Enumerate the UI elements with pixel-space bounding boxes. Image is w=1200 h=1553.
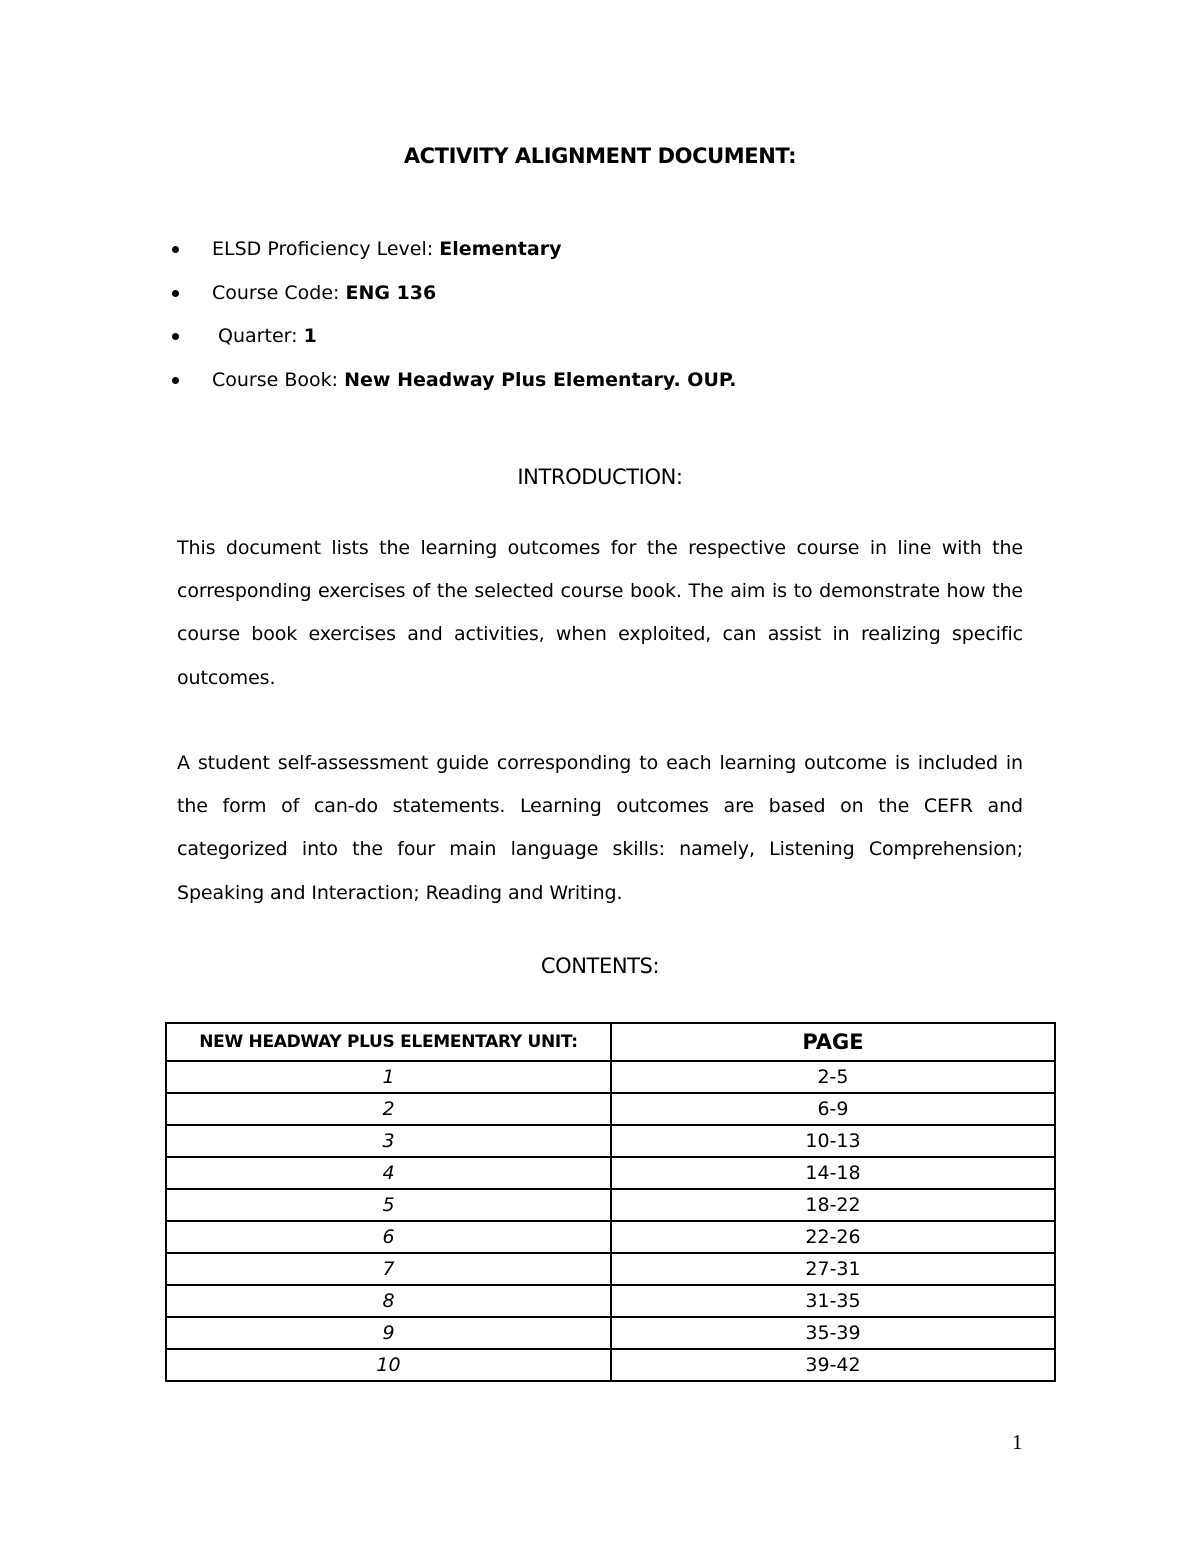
page-cell: 39-42 — [611, 1349, 1055, 1381]
page-cell: 10-13 — [611, 1125, 1055, 1157]
table-row — [166, 1157, 1055, 1189]
table-row — [166, 1285, 1055, 1317]
page-cell: 27-31 — [611, 1253, 1055, 1285]
bullet-icon — [172, 246, 179, 253]
introduction-heading: INTRODUCTION: — [517, 465, 683, 489]
table-row — [166, 1317, 1055, 1349]
detail-value: New Headway Plus Elementary. OUP. — [344, 368, 737, 391]
introduction-paragraph-1: This document lists the learning outcomes for the respective course in line with the corresponding exercises of the selected course book. The aim is to demonstrate how the course book exercises and activities, when exploited, can assist in realizing specific outcomes. — [177, 537, 1023, 689]
table-row — [166, 1221, 1055, 1253]
table-row — [166, 1125, 1055, 1157]
detail-label: Course Code: — [212, 281, 346, 304]
unit-cell: 2 — [166, 1093, 611, 1125]
document-title: ACTIVITY ALIGNMENT DOCUMENT: — [403, 144, 797, 168]
page-cell: 22-26 — [611, 1221, 1055, 1253]
table-row — [166, 1253, 1055, 1285]
bullet-icon — [172, 290, 179, 297]
table-row — [166, 1093, 1055, 1125]
detail-value: Elementary — [439, 238, 562, 260]
detail-quarter — [172, 320, 737, 364]
bullet-icon — [172, 377, 179, 384]
unit-cell: 6 — [166, 1221, 611, 1253]
page-cell: 14-18 — [611, 1157, 1055, 1189]
detail-label: Quarter: — [212, 325, 304, 347]
unit-column-header: NEW HEADWAY PLUS ELEMENTARY UNIT: — [166, 1023, 611, 1061]
introduction-paragraph-2: A student self-assessment guide corresponding to each learning outcome is included in the form of can-do statements. Learning outcomes are based on the CEFR and categorized into the four main language skills: namely, Listening Comprehension; Speaking and Interaction; Reading and Writing. — [177, 752, 1023, 904]
detail-value: ENG 136 — [345, 281, 437, 304]
page-number: 1 — [1012, 1430, 1023, 1454]
unit-cell: 3 — [166, 1125, 611, 1157]
unit-cell: 9 — [166, 1317, 611, 1349]
unit-cell: 10 — [166, 1349, 611, 1381]
page-cell: 35-39 — [611, 1317, 1055, 1349]
page-column-header: PAGE — [611, 1023, 1055, 1061]
table-row — [166, 1349, 1055, 1381]
contents-heading: CONTENTS: — [540, 954, 660, 978]
contents-table — [165, 1022, 1056, 1382]
unit-cell: 1 — [166, 1061, 611, 1093]
unit-cell: 8 — [166, 1285, 611, 1317]
page-cell: 18-22 — [611, 1189, 1055, 1221]
course-details-list — [172, 233, 737, 407]
unit-cell: 4 — [166, 1157, 611, 1189]
detail-value: 1 — [303, 325, 317, 347]
table-row — [166, 1189, 1055, 1221]
detail-course-book — [172, 364, 737, 408]
unit-cell: 5 — [166, 1189, 611, 1221]
detail-proficiency-level — [172, 233, 737, 277]
page-cell: 6-9 — [611, 1093, 1055, 1125]
table-header-row — [166, 1023, 1055, 1061]
page-cell: 31-35 — [611, 1285, 1055, 1317]
detail-course-code — [172, 277, 737, 321]
bullet-icon — [172, 333, 179, 340]
detail-label: Course Book: — [212, 368, 345, 391]
unit-cell: 7 — [166, 1253, 611, 1285]
detail-label: ELSD Proficiency Level: — [212, 238, 440, 260]
page-cell: 2-5 — [611, 1061, 1055, 1093]
table-row — [166, 1061, 1055, 1093]
